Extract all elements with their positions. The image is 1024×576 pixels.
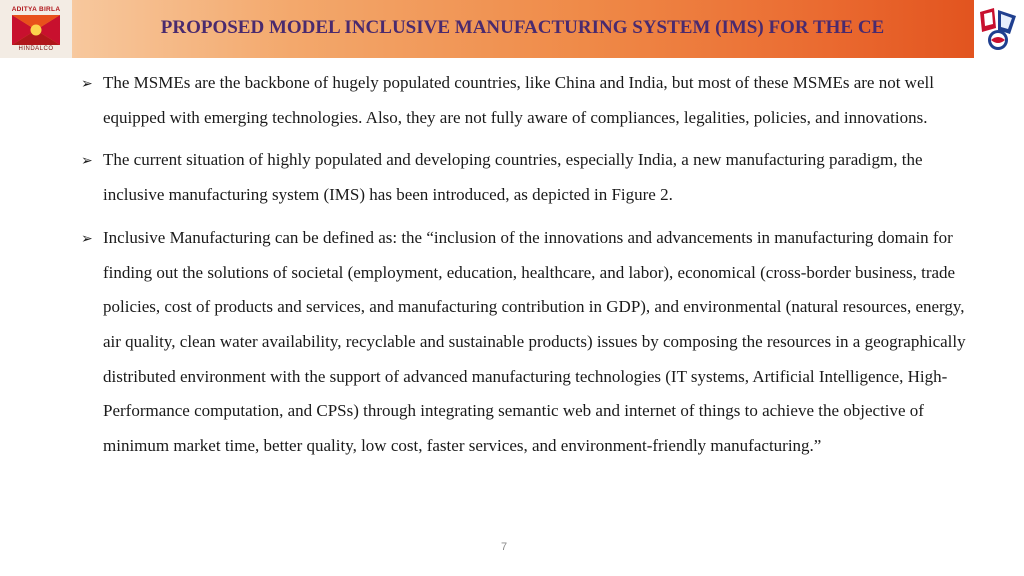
arrow-bullet-icon: ➢ xyxy=(81,230,93,247)
bullet-list xyxy=(80,66,980,472)
bullet-text: The current situation of highly populated and developing countries, especially India, a new manufacturing paradigm, the inclusive manufacturing system (IMS) has been introduced, as depicted in Figure 2. xyxy=(103,150,923,205)
page-number: 7 xyxy=(500,541,508,553)
arrow-bullet-icon: ➢ xyxy=(81,153,93,170)
bullet-text: The MSMEs are the backbone of hugely populated countries, like China and India, but most of these MSMEs are not well equipped with emerging technologies. Also, they are not fully aware of compliances, legalities, policies, and innovations. xyxy=(103,73,934,127)
bullet-item xyxy=(80,143,980,212)
aditya-birla-logo xyxy=(0,0,72,58)
arrow-bullet-icon: ➢ xyxy=(81,76,93,92)
logo-top-text: ADITYA BIRLA xyxy=(11,6,61,13)
bullet-item xyxy=(80,221,980,464)
sun-logo-icon xyxy=(12,15,60,45)
university-crest-icon xyxy=(976,6,1020,54)
logo-bottom-text: HINDALCO xyxy=(18,46,54,52)
bullet-text: Inclusive Manufacturing can be defined as: the “inclusion of the innovations and advancements in manufacturing domain for finding out the solutions of societal (employment, education, healthcare, and labor), economical (cross-border business, trade policies, cost of products and services, and manufacturing contribution in GDP), and environmental (natural resources, energy, air quality, clean water availability, recyclable and sustainable products) issues by composing the resources in a geographically distributed environment with the support of advanced manufacturing technologies (IT systems, Artificial Intelligence, High-Performance computation, and CPSs) through integrating semantic web and internet of things to achieve the objective of minimum market time, better quality, low cost, faster services, and environment-friendly manufacturing.” xyxy=(103,227,966,456)
bullet-item xyxy=(80,66,980,135)
slide-title: PROPOSED MODEL INCLUSIVE MANUFACTURING SYSTEM (IMS) FOR THE CE xyxy=(160,17,885,38)
